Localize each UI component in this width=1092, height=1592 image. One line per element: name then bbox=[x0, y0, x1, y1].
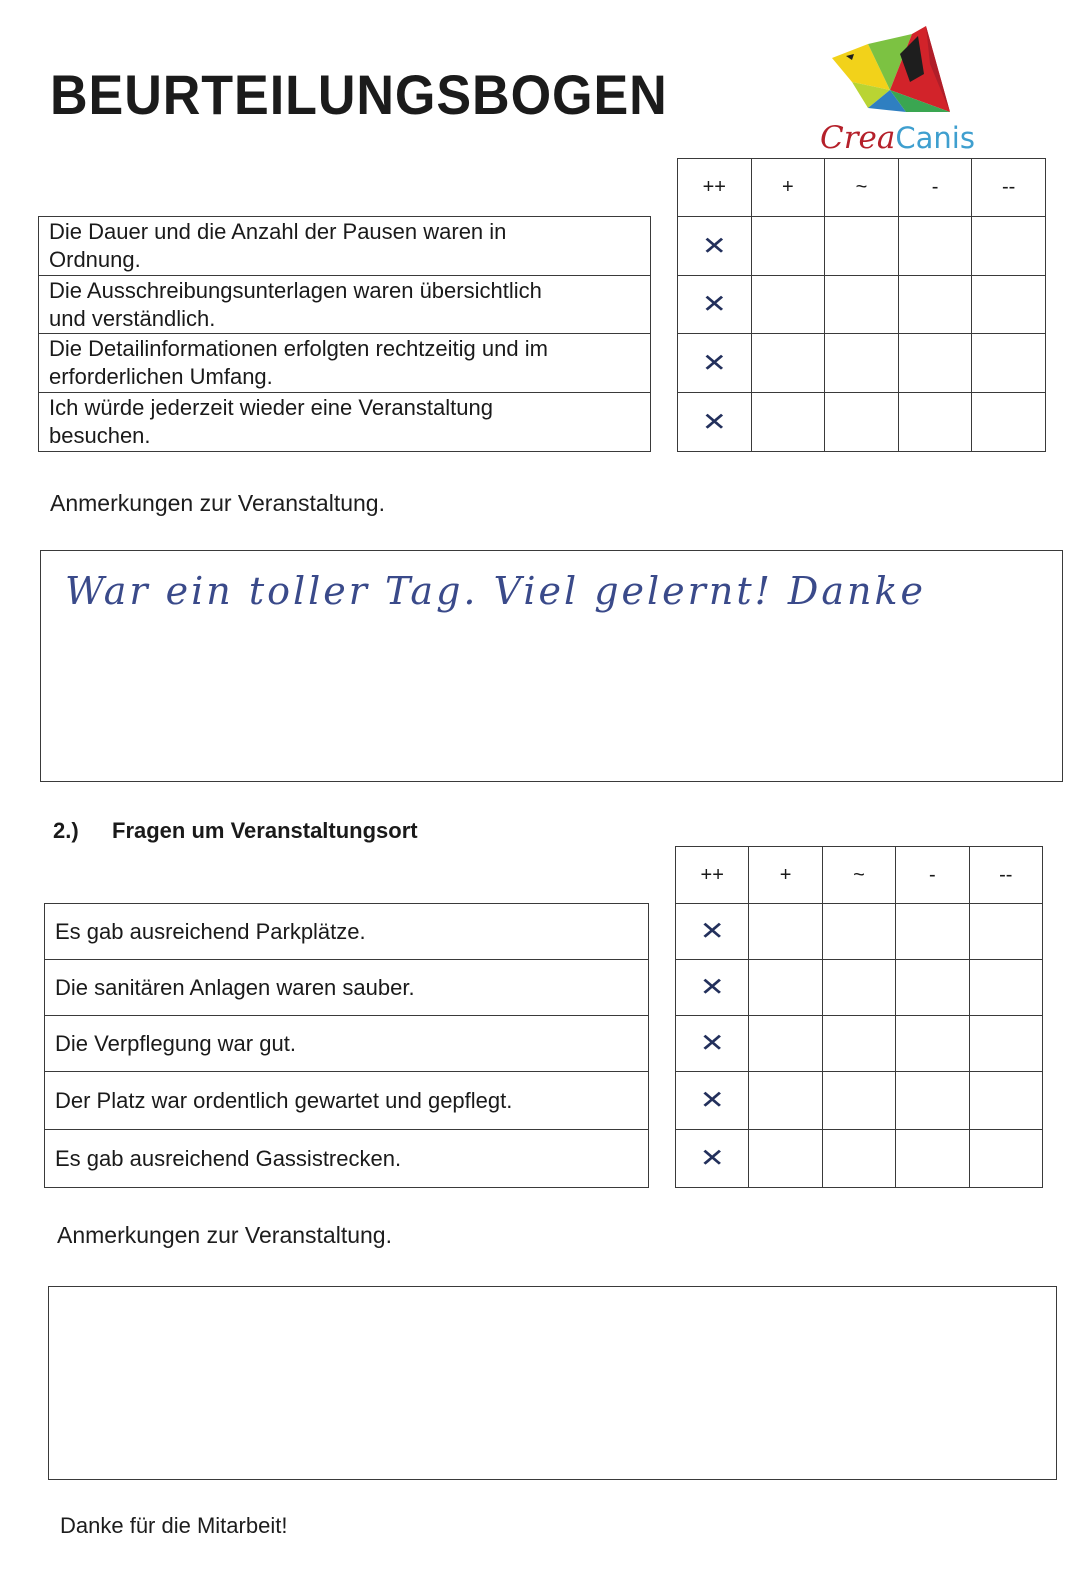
rating-cell[interactable] bbox=[969, 1072, 1042, 1130]
question-row bbox=[39, 217, 651, 276]
rating-header-row bbox=[678, 159, 1046, 217]
rating-header: + bbox=[751, 159, 825, 217]
question-row bbox=[45, 960, 649, 1016]
rating-cell[interactable] bbox=[898, 393, 972, 452]
rating-cell[interactable] bbox=[676, 1130, 749, 1188]
rating-row bbox=[676, 1130, 1043, 1188]
checkmark-x-icon: ✕ bbox=[699, 1143, 725, 1174]
rating-cell[interactable] bbox=[751, 334, 825, 393]
rating-cell[interactable] bbox=[825, 334, 899, 393]
checkmark-x-icon: ✕ bbox=[701, 289, 727, 320]
rating-cell[interactable] bbox=[969, 904, 1042, 960]
rating-cell[interactable] bbox=[898, 217, 972, 276]
rating-cell[interactable] bbox=[678, 393, 752, 452]
rating-cell[interactable] bbox=[825, 217, 899, 276]
rating-cell[interactable] bbox=[969, 1130, 1042, 1188]
rating-cell[interactable] bbox=[822, 1072, 895, 1130]
question-row bbox=[45, 904, 649, 960]
question-text: erforderlichen Umfang. bbox=[49, 364, 273, 389]
rating-cell[interactable] bbox=[896, 1072, 969, 1130]
rating-cell[interactable] bbox=[749, 1016, 822, 1072]
rating-row bbox=[676, 960, 1043, 1016]
rating-row bbox=[678, 393, 1046, 452]
question-text: Der Platz war ordentlich gewartet und gepflegt. bbox=[45, 1072, 649, 1130]
rating-cell[interactable] bbox=[896, 960, 969, 1016]
section2-questions-table bbox=[44, 903, 649, 1188]
checkmark-x-icon: ✕ bbox=[699, 916, 725, 947]
rating-cell[interactable] bbox=[969, 960, 1042, 1016]
rating-cell[interactable] bbox=[676, 1072, 749, 1130]
section1-questions-table bbox=[38, 216, 651, 452]
remarks-label-2: Anmerkungen zur Veranstaltung. bbox=[57, 1222, 392, 1248]
handwritten-remark: War ein toller Tag. Viel gelernt! Danke bbox=[65, 569, 927, 613]
rating-cell[interactable] bbox=[898, 276, 972, 334]
question-row bbox=[45, 1130, 649, 1188]
rating-cell[interactable] bbox=[972, 217, 1046, 276]
rating-header: ~ bbox=[825, 159, 899, 217]
section2-number: 2.) bbox=[53, 818, 79, 843]
checkmark-x-icon: ✕ bbox=[701, 231, 727, 261]
rating-cell[interactable] bbox=[898, 334, 972, 393]
rating-header: ++ bbox=[678, 159, 752, 217]
question-text: Die Detailinformationen erfolgten rechtzeitig und im bbox=[49, 336, 548, 361]
rating-cell[interactable] bbox=[972, 393, 1046, 452]
question-text: Die Ausschreibungsunterlagen waren übersichtlich bbox=[49, 277, 542, 303]
question-text: besuchen. bbox=[49, 423, 151, 448]
rating-cell[interactable] bbox=[896, 1130, 969, 1188]
rating-cell[interactable] bbox=[822, 1130, 895, 1188]
rating-cell[interactable] bbox=[678, 217, 752, 276]
rating-cell[interactable] bbox=[896, 1016, 969, 1072]
footer-thanks: Danke für die Mitarbeit! bbox=[60, 1513, 288, 1538]
remarks-box-2[interactable] bbox=[48, 1286, 1057, 1480]
checkmark-x-icon: ✕ bbox=[701, 407, 727, 437]
rating-cell[interactable] bbox=[822, 1016, 895, 1072]
rating-cell[interactable] bbox=[676, 960, 749, 1016]
rating-row bbox=[676, 1016, 1043, 1072]
form-title: BEURTEILUNGSBOGEN bbox=[50, 63, 668, 126]
rating-header: - bbox=[898, 159, 972, 217]
logo-wordmark bbox=[820, 120, 975, 156]
question-row bbox=[39, 334, 651, 393]
rating-cell[interactable] bbox=[751, 217, 825, 276]
rating-row bbox=[678, 334, 1046, 393]
question-row bbox=[39, 276, 651, 334]
rating-cell[interactable] bbox=[969, 1016, 1042, 1072]
checkmark-x-icon: ✕ bbox=[699, 1085, 725, 1116]
section2-heading: Fragen um Veranstaltungsort bbox=[112, 818, 418, 843]
rating-header: -- bbox=[969, 847, 1042, 904]
checkmark-x-icon: ✕ bbox=[701, 348, 727, 378]
section2-rating-grid bbox=[675, 846, 1043, 1188]
rating-cell[interactable] bbox=[825, 393, 899, 452]
rating-cell[interactable] bbox=[749, 1072, 822, 1130]
rating-header: -- bbox=[972, 159, 1046, 217]
rating-row bbox=[678, 217, 1046, 276]
question-row bbox=[39, 393, 651, 452]
section1-rating-grid bbox=[677, 158, 1046, 452]
rating-cell[interactable] bbox=[751, 393, 825, 452]
remarks-label-1: Anmerkungen zur Veranstaltung. bbox=[50, 490, 385, 516]
rating-cell[interactable] bbox=[678, 276, 752, 334]
rating-cell[interactable] bbox=[751, 276, 825, 334]
question-text: Es gab ausreichend Gassistrecken. bbox=[45, 1130, 649, 1188]
rating-cell[interactable] bbox=[676, 904, 749, 960]
rating-cell[interactable] bbox=[896, 904, 969, 960]
question-text: Es gab ausreichend Parkplätze. bbox=[45, 904, 649, 960]
question-text: Die Verpflegung war gut. bbox=[45, 1016, 649, 1072]
question-text: und verständlich. bbox=[49, 305, 216, 331]
rating-row bbox=[676, 1072, 1043, 1130]
rating-header: - bbox=[896, 847, 969, 904]
rating-row bbox=[678, 276, 1046, 334]
rating-cell[interactable] bbox=[972, 276, 1046, 334]
rating-cell[interactable] bbox=[972, 334, 1046, 393]
checkmark-x-icon: ✕ bbox=[699, 1028, 725, 1059]
question-row bbox=[45, 1072, 649, 1130]
checkmark-x-icon: ✕ bbox=[699, 972, 725, 1003]
question-row bbox=[45, 1016, 649, 1072]
question-text: Ich würde jederzeit wieder eine Veranstaltung bbox=[49, 395, 493, 420]
rating-header: + bbox=[749, 847, 822, 904]
question-text: Die sanitären Anlagen waren sauber. bbox=[45, 960, 649, 1016]
rating-cell[interactable] bbox=[678, 334, 752, 393]
rating-header: ~ bbox=[822, 847, 895, 904]
question-text: Ordnung. bbox=[49, 247, 141, 272]
rating-cell[interactable] bbox=[676, 1016, 749, 1072]
question-text: Die Dauer und die Anzahl der Pausen waren in bbox=[49, 219, 507, 244]
rating-cell[interactable] bbox=[825, 276, 899, 334]
rating-row bbox=[676, 904, 1043, 960]
rating-cell[interactable] bbox=[822, 960, 895, 1016]
logo-text-crea: Crea bbox=[820, 120, 896, 156]
rating-cell[interactable] bbox=[749, 904, 822, 960]
rating-header: ++ bbox=[676, 847, 749, 904]
logo-text-canis: Canis bbox=[895, 121, 975, 155]
rating-cell[interactable] bbox=[749, 1130, 822, 1188]
rating-cell[interactable] bbox=[822, 904, 895, 960]
remarks-box-1[interactable] bbox=[40, 550, 1063, 782]
rating-header-row bbox=[676, 847, 1043, 904]
rating-cell[interactable] bbox=[749, 960, 822, 1016]
